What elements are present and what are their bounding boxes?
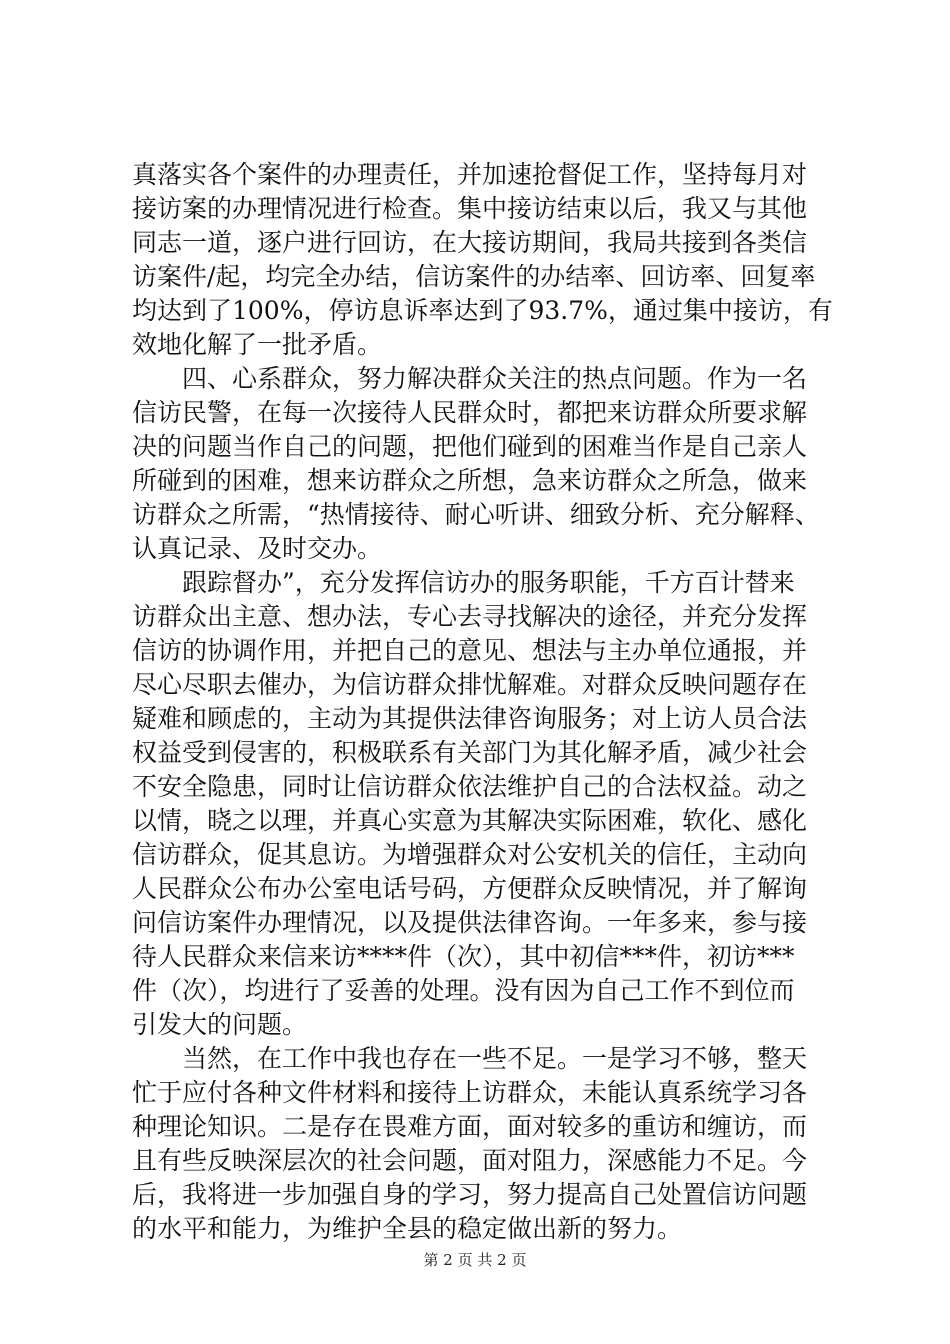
- text-line: 信访群众，促其息访。为增强群众对公安机关的信任，主动向: [132, 840, 808, 869]
- text-line: 访群众之所需，“热情接待、耐心听讲、细致分析、充分解释、: [132, 500, 820, 529]
- text-line: 同志一道，逐户进行回访，在大接访期间，我局共接到各类信: [132, 228, 808, 257]
- text-line: 以情，晓之以理，并真心实意为其解决实际困难，软化、感化: [132, 806, 808, 835]
- text-line: 信访的协调作用，并把自己的意见、想法与主办单位通报，并: [132, 636, 808, 665]
- text-line: 当然，在工作中我也存在一些不足。一是学习不够，整天: [182, 1044, 808, 1073]
- text-line: 件（次），均进行了妥善的处理。没有因为自己工作不到位而: [132, 976, 795, 1005]
- text-line: 且有些反映深层次的社会问题，面对阻力，深感能力不足。今: [132, 1146, 808, 1175]
- text-line: 访案件/起，均完全办结，信访案件的办结率、回访率、回复率: [132, 262, 816, 291]
- text-line: 种理论知识。二是存在畏难方面，面对较多的重访和缠访，而: [132, 1112, 808, 1141]
- text-line: 的水平和能力，为维护全县的稳定做出新的努力。: [132, 1214, 683, 1243]
- text-line: 人民群众公布办公室电话号码，方便群众反映情况，并了解询: [132, 874, 808, 903]
- text-line: 疑难和顾虑的，主动为其提供法律咨询服务；对上访人员合法: [132, 704, 808, 733]
- text-line: 效地化解了一批矛盾。: [132, 330, 383, 359]
- text-line: 所碰到的困难，想来访群众之所想，急来访群众之所急，做来: [132, 466, 808, 495]
- text-line: 均达到了100%，停访息诉率达到了93.7%，通过集中接访，有: [132, 296, 833, 325]
- text-line: 问信访案件办理情况，以及提供法律咨询。一年多来，参与接: [132, 908, 808, 937]
- paragraph: [132, 362, 832, 566]
- text-line: 待人民群众来信来访****件（次），其中初信***件，初访***: [132, 942, 795, 971]
- text-line: 权益受到侵害的，积极联系有关部门为其化解矛盾，减少社会: [132, 738, 808, 767]
- text-line: 接访案的办理情况进行检查。集中接访结束以后，我又与其他: [132, 194, 808, 223]
- text-line: 决的问题当作自己的问题，把他们碰到的困难当作是自己亲人: [132, 432, 808, 461]
- text-line: 不安全隐患，同时让信访群众依法维护自己的合法权益。动之: [132, 772, 808, 801]
- text-line: 跟踪督办”，充分发挥信访办的服务职能，千方百计替来: [182, 568, 795, 597]
- text-line: 信访民警，在每一次接待人民群众时，都把来访群众所要求解: [132, 398, 808, 427]
- page-footer: 第 2 页 共 2 页: [423, 1251, 527, 1269]
- paragraph: [132, 566, 832, 1042]
- text-line: 忙于应付各种文件材料和接待上访群众，未能认真系统学习各: [132, 1078, 808, 1107]
- text-line: 真落实各个案件的办理责任，并加速抢督促工作，坚持每月对: [132, 160, 808, 189]
- text-line: 四、心系群众，努力解决群众关注的热点问题。作为一名: [182, 364, 808, 393]
- text-line: 访群众出主意、想办法，专心去寻找解决的途径，并充分发挥: [132, 602, 808, 631]
- paragraph: [132, 1042, 832, 1246]
- text-line: 尽心尽职去催办，为信访群众排忧解难。对群众反映问题存在: [132, 670, 808, 699]
- document-body: [132, 158, 832, 1246]
- text-line: 引发大的问题。: [132, 1010, 308, 1039]
- text-line: 认真记录、及时交办。: [132, 534, 383, 563]
- paragraph: [132, 158, 832, 362]
- text-line: 后，我将进一步加强自身的学习，努力提高自己处置信访问题: [132, 1180, 808, 1209]
